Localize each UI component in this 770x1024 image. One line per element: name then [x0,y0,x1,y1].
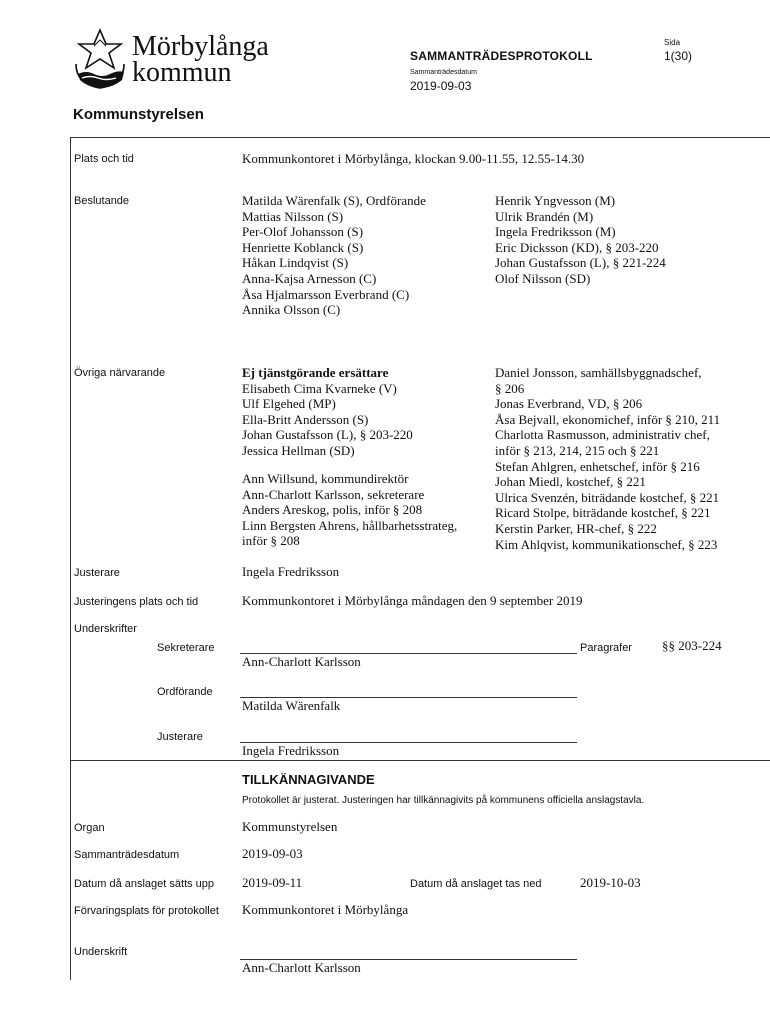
list-item: Ella-Britt Andersson (S) [242,411,369,427]
ordforande-name: Matilda Wärenfalk [242,698,341,713]
municipality-logo [72,26,272,92]
list-item: Ricard Stolpe, biträdande kostchef, § 221 [495,505,711,521]
beslutande-label: Beslutande [74,195,130,207]
list-item: Ulf Elgehed (MP) [242,396,336,412]
ovriga-list-right [495,365,720,552]
list-item: Kim Ahlqvist, kommunikationschef, § 223 [495,536,718,552]
notice-organ-label: Organ [74,822,105,834]
list-item: Åsa Bejvall, ekonomichef, inför § 210, 211 [495,411,721,427]
paragrafer-value: §§ 203-224 [662,638,722,653]
ovriga-list-left-b [242,471,457,549]
list-item: Jessica Hellman (SD) [242,442,355,458]
page-label: Sida [664,38,681,47]
notice-divider [70,760,770,761]
ovriga-list-left-a [242,365,413,459]
list-item: Per-Olof Johansson (S) [242,224,364,240]
signature-label: Underskrift [74,946,128,958]
logo-name-line1: Mörbylånga [132,31,269,62]
notice-signature-name: Ann-Charlott Karlsson [242,960,361,975]
list-item: Daniel Jonsson, samhällsbyggnadschef, [495,365,702,380]
list-item: inför § 208 [242,533,300,549]
list-item: Ulrica Svenzén, biträdande kostchef, § 221 [495,489,720,505]
list-item: Ann Willsund, kommundirektör [242,471,409,486]
list-item: Anna-Kajsa Arnesson (C) [242,270,377,286]
list-item: inför § 213, 214, 215 och § 221 [495,442,660,458]
left-rule [70,137,71,980]
notice-organ-value: Kommunstyrelsen [242,819,338,834]
list-item: Kerstin Parker, HR-chef, § 222 [495,520,657,536]
list-item: Ulrik Brandén (M) [495,208,594,224]
meeting-date-value: 2019-09-03 [410,79,472,93]
meeting-date-label: Sammanträdesdatum [410,69,477,76]
star-wave-emblem-icon [72,26,128,92]
list-item: Henriette Koblanck (S) [242,239,364,255]
justerare-value: Ingela Fredriksson [242,564,340,579]
list-item: Johan Gustafsson (L), § 203-220 [242,427,413,443]
list-item: Johan Miedl, kostchef, § 221 [495,474,646,490]
list-item: Jonas Everbrand, VD, § 206 [495,396,643,412]
list-item: Matilda Wärenfalk (S), Ordförande [242,193,426,208]
underskrifter-label: Underskrifter [74,623,137,635]
list-item: § 206 [495,380,525,396]
plats-label: Plats och tid [74,153,134,165]
justerare-sign-label: Justerare [157,731,203,743]
list-item: Mattias Nilsson (S) [242,208,344,224]
beslutande-list-right [495,193,666,287]
list-item: Annika Olsson (C) [242,302,341,318]
list-item: Elisabeth Cima Kvarneke (V) [242,380,397,396]
document-title: SAMMANTRÄDESPROTOKOLL [410,49,593,63]
beslutande-list-left [242,193,426,318]
list-item: Ingela Fredriksson (M) [495,224,616,240]
posted-date-label: Datum då anslaget sätts upp [74,878,215,890]
list-item: Eric Dicksson (KD), § 203-220 [495,239,659,255]
organ-heading: Kommunstyrelsen [73,106,204,123]
removed-date-value: 2019-10-03 [580,875,641,890]
list-item: Ann-Charlott Karlsson, sekreterare [242,486,425,502]
top-rule [70,137,770,138]
logo-name-line2: kommun [132,57,232,88]
list-item: Linn Bergsten Ahrens, hållbarhetsstrateg, [242,517,458,533]
list-item: Åsa Hjalmarsson Everbrand (C) [242,286,410,302]
notice-title: TILLKÄNNAGIVANDE [242,772,375,787]
list-item: Stefan Ahlgren, enhetschef, inför § 216 [495,458,700,474]
notice-text: Protokollet är justerat. Justeringen har tillkännagivits på kommunens officiella anslagstavla. [242,795,645,806]
removed-date-label: Datum då anslaget tas ned [410,878,542,890]
ersattare-heading: Ej tjänstgörande ersättare [242,365,389,380]
notice-date-label: Sammanträdesdatum [74,849,180,861]
sekreterare-label: Sekreterare [157,642,215,654]
storage-value: Kommunkontoret i Mörbylånga [242,902,409,917]
justerare-sign-name: Ingela Fredriksson [242,743,340,758]
list-item: Olof Nilsson (SD) [495,270,591,286]
notice-date-value: 2019-09-03 [242,846,303,861]
list-item: Anders Areskog, polis, inför § 208 [242,502,423,518]
justerare-label: Justerare [74,567,120,579]
list-item: Henrik Yngvesson (M) [495,193,616,208]
storage-label: Förvaringsplats för protokollet [74,905,219,917]
list-item: Håkan Lindqvist (S) [242,255,349,271]
list-item: Charlotta Rasmusson, administrativ chef, [495,427,710,443]
list-item: Johan Gustafsson (L), § 221-224 [495,255,666,271]
page-number: 1(30) [664,49,693,63]
ordforande-label: Ordförande [157,686,213,698]
ovriga-label: Övriga närvarande [74,367,166,379]
justering-value: Kommunkontoret i Mörbylånga måndagen den 9 september 2019 [242,593,583,608]
paragrafer-label: Paragrafer [580,642,632,654]
posted-date-value: 2019-09-11 [242,875,303,890]
plats-value: Kommunkontoret i Mörbylånga, klockan 9.00-11.55, 12.55-14.30 [242,151,585,166]
justering-label: Justeringens plats och tid [74,596,199,608]
sekreterare-name: Ann-Charlott Karlsson [242,654,361,669]
